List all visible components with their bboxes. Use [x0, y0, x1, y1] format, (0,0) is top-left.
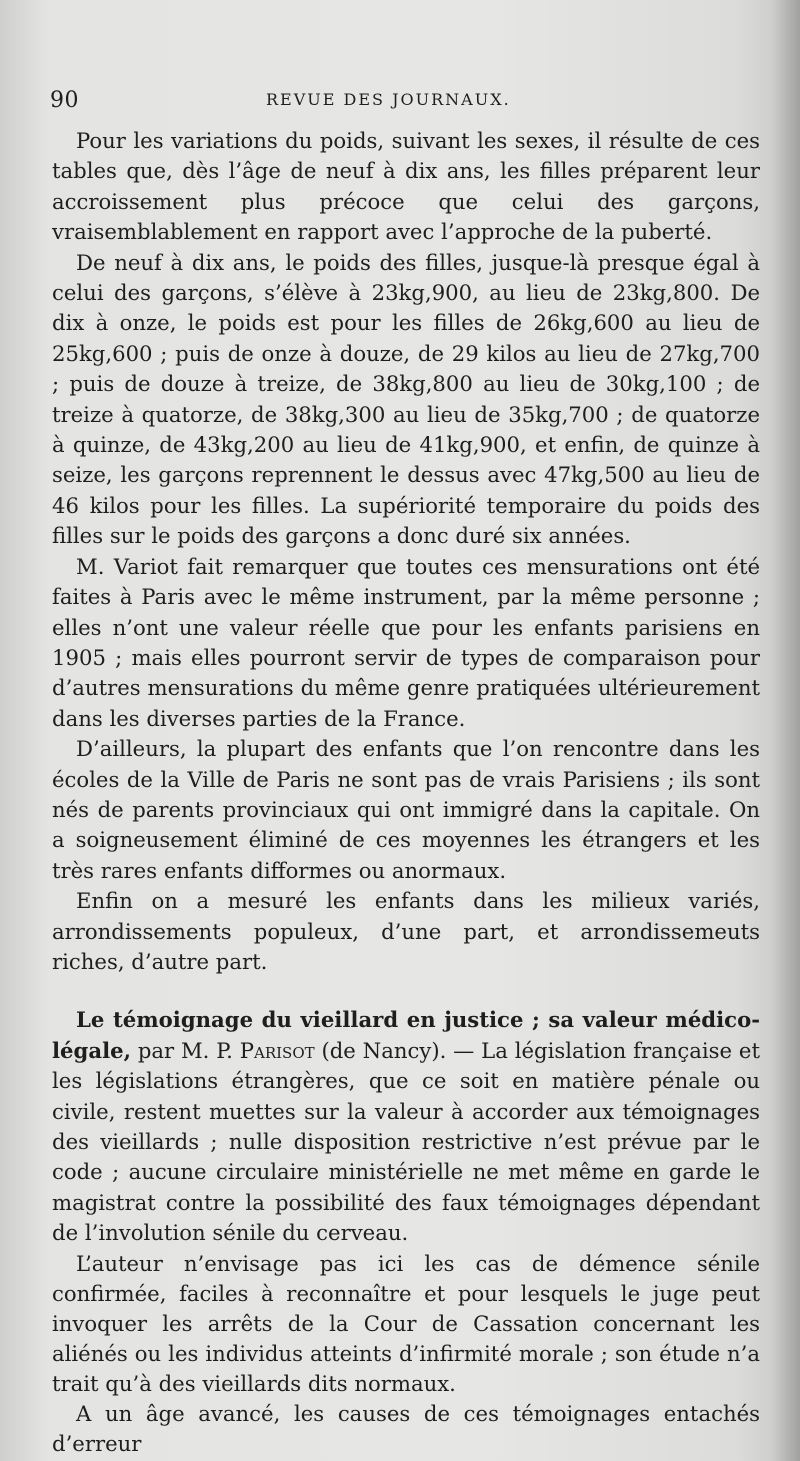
paragraph-varied-districts: Enfin on a mesuré les enfants dans les milieux variés, arrondissements populeux, d’une part, et arrondissemeuts riches, d’autre part.: [52, 888, 760, 974]
paragraph-measurement-method: M. Variot fait remarquer que toutes ces mensurations ont été faites à Paris avec le même instrument, par la même personne ; elles n’ont une valeur réelle que pour les enfants parisiens en 1905 ; mais elles pourront servir de types de comparaison pour d’autres mensurations du même genre pratiquées ultérieurement dans les diverses parties de la France.: [52, 553, 760, 731]
paragraph-weight-figures: De neuf à dix ans, le poids des filles, jusque-là presque égal à celui des garçons, s’élève à 23kg,900, au lieu de 23kg,800. De dix à onze, le poids est pour les filles de 26kg,600 au lieu de 25kg,600 ; puis de onze à douze, de 29 kilos au lieu de 27kg,700 ; puis de douze à treize, de 38kg,800 au lieu de 30kg,100 ; de treize à quatorze, de 38kg,300 au lieu de 35kg,700 ; de quatorze à quinze, de 43kg,200 au lieu de 41kg,900, et enfin, de quinze à seize, les garçons reprennent le dessus avec 47kg,500 au lieu de 46 kilos pour les filles. La supériorité temporaire du poids des filles sur le poids des garçons a donc duré six années.: [52, 249, 760, 549]
page-edge-shadow: [772, 0, 800, 1461]
article-paragraph: A un âge avancé, les causes de ces témoignages entachés d’erreur: [52, 1400, 760, 1456]
article-paragraph: L’auteur n’envisage pas ici les cas de démence sénile confirmée, faciles à reconnaître et pour lesquels le juge peut invoquer les arrêts de la Cour de Cassation concernant les aliénés ou les individus atteints d’infirmité morale ; son étude n’a trait qu’à des vieillards dits normaux.: [52, 1250, 760, 1396]
paragraph-parisian-children: D’ailleurs, la plupart des enfants que l’on rencontre dans les écoles de la Ville de Paris ne sont pas de vrais Parisiens ; ils sont nés de parents provinciaux qui ont immigré dans la capitale. On a soigneusement éliminé de ces moyennes les étrangers et les très rares enfants difformes ou anormaux.: [52, 736, 760, 883]
paragraph-weight-by-sex: Pour les variations du poids, suivant les sexes, il résulte de ces tables que, dès l’âge de neuf à dix ans, les filles préparent leur accroissement plus précoce que celui des garçons, vraisemblablement en rapport avec l’approche de la puberté.: [52, 128, 760, 245]
page-number: 90: [50, 88, 79, 113]
article-byline-prefix: par M. P.: [137, 1037, 233, 1063]
article-byline-suffix: (de Nancy). — La législation française et les législations étrangères, que ce soit en matière pénale ou civile, restent muettes sur la valeur à accorder aux témoignages des vieillards ; nulle disposition restrictive n’est prévue par le code ; aucune circulaire ministérielle ne met même en garde le magistrat contre la possibilité des faux témoignages dépendant de l’involution sénile du cerveau.: [52, 1037, 760, 1246]
page-header: [50, 88, 760, 118]
page-body: [52, 126, 760, 1459]
article-title: Le témoignage du vieillard en justice ; sa valeur médico-légale,: [52, 1007, 760, 1063]
article-opening-paragraph: [52, 1005, 760, 1248]
running-title: REVUE DES JOURNAUX.: [266, 90, 511, 109]
article-author: Parisot: [239, 1037, 315, 1063]
